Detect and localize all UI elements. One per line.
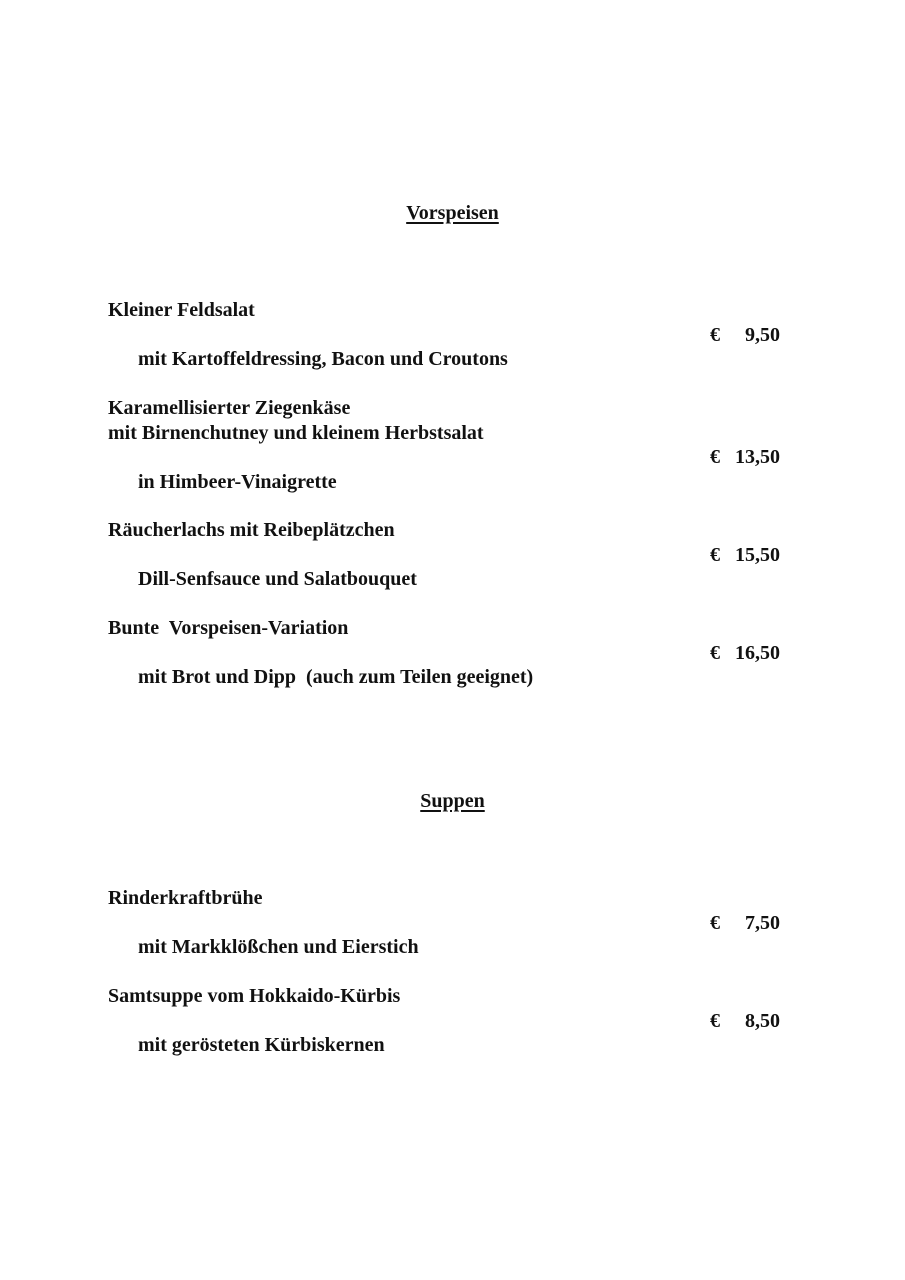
item-description: mit Birnenchutney und kleinem Herbstsalat (108, 421, 484, 444)
price-amount: 7,50 (745, 911, 780, 934)
price-amount: 9,50 (745, 323, 780, 346)
currency-symbol: € (710, 446, 720, 468)
currency-symbol: € (710, 323, 720, 346)
section-heading-suppen: Suppen (420, 790, 485, 812)
item-name: Karamellisierter Ziegenkäse (108, 397, 351, 419)
section-heading-vorspeisen: Vorspeisen (406, 202, 499, 224)
price-amount: 16,50 (735, 641, 780, 664)
menu-item-vorspeisen-variation (108, 616, 780, 739)
currency-symbol: € (710, 911, 720, 934)
item-description: in Himbeer-Vinaigrette (138, 470, 337, 493)
menu-item-kuerbissuppe (108, 984, 780, 1107)
price-amount: 8,50 (745, 1009, 780, 1032)
price-amount: 15,50 (735, 543, 780, 566)
item-description: mit Kartoffeldressing, Bacon und Croutons (138, 348, 508, 370)
item-name: Rinderkraftbrühe (108, 887, 263, 909)
item-description: mit Brot und Dipp (auch zum Teilen geeignet) (138, 666, 534, 688)
item-description: mit gerösteten Kürbiskernen (138, 1034, 385, 1056)
currency-symbol: € (710, 1009, 720, 1032)
item-description: Dill-Senfsauce und Salatbouquet (138, 568, 417, 590)
currency-symbol: € (710, 641, 720, 664)
item-description: mit Markklößchen und Eierstich (138, 936, 419, 958)
item-name: Bunte Vorspeisen-Variation (108, 617, 349, 639)
price-amount: 13,50 (735, 446, 780, 468)
item-name: Samtsuppe vom Hokkaido-Kürbis (108, 985, 401, 1007)
item-name: Räucherlachs mit Reibeplätzchen (108, 519, 395, 541)
currency-symbol: € (710, 543, 720, 566)
item-name: Kleiner Feldsalat (108, 299, 255, 321)
